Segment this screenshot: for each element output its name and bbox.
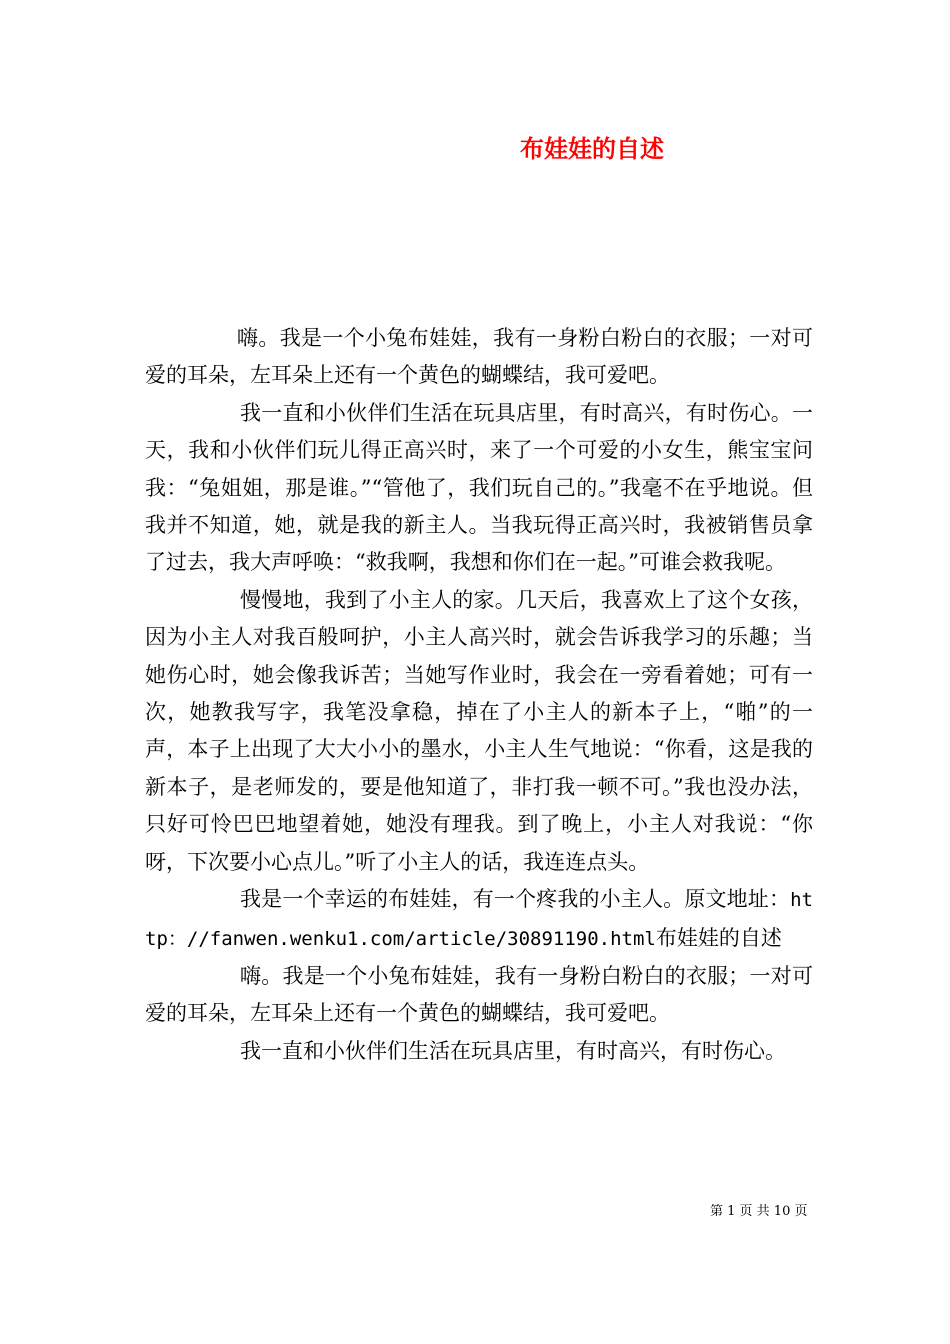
source-url: http：//fanwen.wenku1.com/article/30891190.html xyxy=(145,889,813,950)
document-title: 布娃娃的自述 xyxy=(520,134,664,163)
paragraph-4 xyxy=(145,881,813,958)
paragraph-5: 嗨。我是一个小兔布娃娃，我有一身粉白粉白的衣服；一对可爱的耳朵，左耳朵上还有一个黄色的蝴蝶结，我可爱吧。 xyxy=(145,963,813,1026)
paragraph-2: 我一直和小伙伴们生活在玩具店里，有时高兴，有时伤心。一天，我和小伙伴们玩儿得正高兴时，来了一个可爱的小女生，熊宝宝问我：“兔姐姐，那是谁。”“管他了，我们玩自己的。”我毫不在乎地说。但我并不知道，她，就是我的新主人。当我玩得正高兴时，我被销售员拿了过去，我大声呼唤：“救我啊，我想和你们在一起。”可谁会救我呢。 xyxy=(145,400,813,575)
paragraph-1: 嗨。我是一个小兔布娃娃，我有一身粉白粉白的衣服；一对可爱的耳朵，左耳朵上还有一个黄色的蝴蝶结，我可爱吧。 xyxy=(145,326,813,388)
paragraph-4-lead: 我是一个幸运的布娃娃，有一个疼我的小主人。原文地址： xyxy=(240,887,791,912)
paragraph-6: 我一直和小伙伴们生活在玩具店里，有时高兴，有时伤心。 xyxy=(240,1038,786,1063)
document-body xyxy=(145,320,813,1070)
paragraph-4-tail: 布娃娃的自述 xyxy=(655,925,782,950)
page-footer: 第 1 页 共 10 页 xyxy=(710,1204,808,1219)
paragraph-3: 慢慢地，我到了小主人的家。几天后，我喜欢上了这个女孩，因为小主人对我百般呵护，小主人高兴时，就会告诉我学习的乐趣；当她伤心时，她会像我诉苦；当她写作业时，我会在一旁看着她；可有一次，她教我写字，我笔没拿稳，掉在了小主人的新本子上，“啪”的一声，本子上出现了大大小小的墨水，小主人生气地说：“你看，这是我的新本子，是老师发的，要是他知道了，非打我一顿不可。”我也没办法，只好可怜巴巴地望着她，她没有理我。到了晚上，小主人对我说：“你呀，下次要小心点儿。”听了小主人的话，我连连点头。 xyxy=(145,587,813,874)
